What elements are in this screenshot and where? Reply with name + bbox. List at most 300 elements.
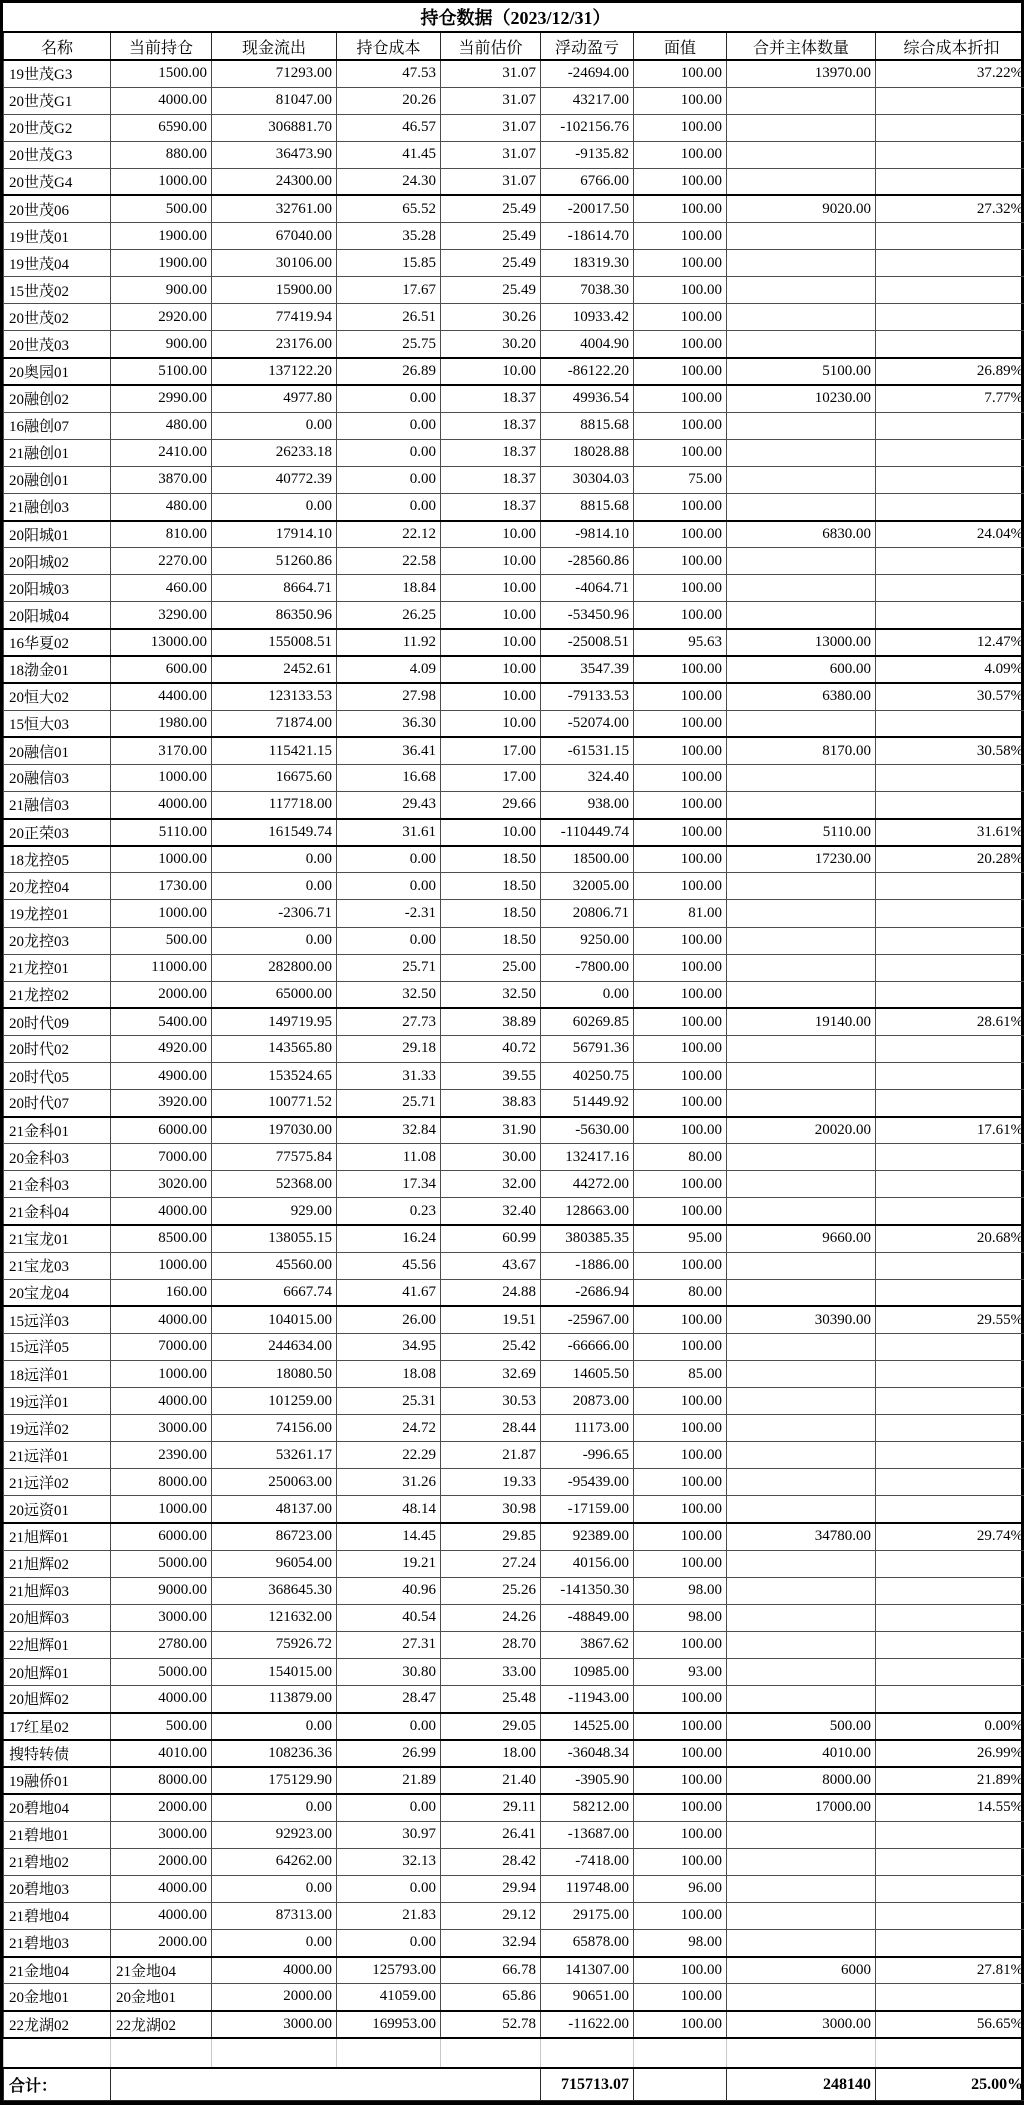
cell-value: 100.00 bbox=[634, 1117, 727, 1144]
cell-value: 25.42 bbox=[441, 1333, 541, 1360]
table-row bbox=[4, 710, 1024, 737]
cell-value: -7418.00 bbox=[541, 1848, 634, 1875]
cell-value: 28.44 bbox=[441, 1415, 541, 1442]
cell-value: 30.26 bbox=[441, 304, 541, 331]
cell-value: 41.45 bbox=[337, 141, 441, 168]
cell-value: 100.00 bbox=[634, 792, 727, 819]
cell-value: 77575.84 bbox=[212, 1144, 337, 1171]
cell-value: 900.00 bbox=[111, 277, 212, 304]
cell-name: 20旭辉01 bbox=[4, 1659, 111, 1686]
cell-value: 324.40 bbox=[541, 764, 634, 791]
cell-value: 17.34 bbox=[337, 1171, 441, 1198]
cell-value: 31.07 bbox=[441, 60, 541, 87]
cell-name: 20时代05 bbox=[4, 1062, 111, 1089]
cell-value: 5000.00 bbox=[111, 1659, 212, 1686]
cell-value bbox=[727, 602, 876, 629]
table-row bbox=[4, 304, 1024, 331]
cell-value: 29.43 bbox=[337, 792, 441, 819]
cell-name: 21金科01 bbox=[4, 1117, 111, 1144]
cell-value bbox=[876, 1550, 1024, 1577]
cell-value: 31.61 bbox=[337, 819, 441, 846]
table-row bbox=[4, 277, 1024, 304]
cell-value: 143565.80 bbox=[212, 1035, 337, 1062]
cell-value: 92923.00 bbox=[212, 1821, 337, 1848]
cell-value: -79133.53 bbox=[541, 683, 634, 710]
cell-value: 29.11 bbox=[441, 1794, 541, 1821]
column-header: 浮动盈亏 bbox=[541, 32, 634, 60]
cell-value: 100.00 bbox=[634, 656, 727, 683]
table-row bbox=[4, 1361, 1024, 1388]
cell-value bbox=[876, 1252, 1024, 1279]
cell-value bbox=[876, 1577, 1024, 1604]
cell-value bbox=[727, 1252, 876, 1279]
cell-value bbox=[727, 1333, 876, 1360]
cell-value: 1000.00 bbox=[111, 1361, 212, 1388]
cell-value: 21.89 bbox=[337, 1767, 441, 1794]
cell-value: 20020.00 bbox=[727, 1117, 876, 1144]
cell-name: 20旭辉02 bbox=[4, 1686, 111, 1713]
cell-name: 搜特转债 bbox=[4, 1740, 111, 1767]
cell-value: 10985.00 bbox=[541, 1659, 634, 1686]
table-row bbox=[4, 846, 1024, 873]
table-row bbox=[4, 385, 1024, 412]
cell-value: 100.00 bbox=[634, 927, 727, 954]
cell-value: -102156.76 bbox=[541, 114, 634, 141]
cell-value: 26.89 bbox=[337, 358, 441, 385]
cell-value: 40.54 bbox=[337, 1604, 441, 1631]
cell-value bbox=[876, 1090, 1024, 1117]
cell-value bbox=[876, 548, 1024, 575]
cell-value: 6590.00 bbox=[111, 114, 212, 141]
cell-value: -17159.00 bbox=[541, 1496, 634, 1523]
cell-value: 32.50 bbox=[441, 981, 541, 1008]
cell-value: 154015.00 bbox=[212, 1659, 337, 1686]
table-row bbox=[4, 1333, 1024, 1360]
cell-value: 10.00 bbox=[441, 683, 541, 710]
cell-value: 98.00 bbox=[634, 1577, 727, 1604]
cell-value: 25.75 bbox=[337, 331, 441, 358]
table-row bbox=[4, 1523, 1024, 1550]
cell-value: 7038.30 bbox=[541, 277, 634, 304]
cell-value: 19140.00 bbox=[727, 1008, 876, 1035]
cell-value bbox=[727, 792, 876, 819]
cell-value bbox=[876, 412, 1024, 439]
cell-value: 20.26 bbox=[337, 87, 441, 114]
cell-value: 25.49 bbox=[441, 250, 541, 277]
cell-value: 100.00 bbox=[634, 87, 727, 114]
cell-value: -7800.00 bbox=[541, 954, 634, 981]
cell-value: 1000.00 bbox=[111, 900, 212, 927]
cell-value: -86122.20 bbox=[541, 358, 634, 385]
cell-name: 20时代07 bbox=[4, 1090, 111, 1117]
cell-value bbox=[876, 331, 1024, 358]
cell-value: 500.00 bbox=[111, 927, 212, 954]
cell-value: 119748.00 bbox=[541, 1875, 634, 1902]
column-header: 合并主体数量 bbox=[727, 32, 876, 60]
cell-value bbox=[876, 1333, 1024, 1360]
cell-value: 96054.00 bbox=[212, 1550, 337, 1577]
table-row bbox=[4, 629, 1024, 656]
table-row bbox=[4, 1008, 1024, 1035]
cell-name: 22龙湖02 bbox=[4, 2011, 111, 2038]
cell-value bbox=[727, 304, 876, 331]
empty-cell bbox=[4, 2038, 111, 2068]
empty-cell bbox=[876, 2038, 1024, 2068]
cell-value: 100.00 bbox=[634, 114, 727, 141]
cell-name: 20龙控03 bbox=[4, 927, 111, 954]
cell-value: 51449.92 bbox=[541, 1090, 634, 1117]
cell-value: 104015.00 bbox=[212, 1306, 337, 1333]
cell-value: 4000.00 bbox=[111, 1902, 212, 1929]
cell-value: -95439.00 bbox=[541, 1469, 634, 1496]
cell-value: 2390.00 bbox=[111, 1442, 212, 1469]
cell-value: 30.00 bbox=[441, 1144, 541, 1171]
cell-value: 30304.03 bbox=[541, 466, 634, 493]
cell-value: 2000.00 bbox=[111, 1929, 212, 1956]
cell-value: 25.71 bbox=[337, 1090, 441, 1117]
cell-value bbox=[876, 494, 1024, 521]
cell-value: 32.13 bbox=[337, 1848, 441, 1875]
cell-value: 4000.00 bbox=[111, 87, 212, 114]
cell-value: 500.00 bbox=[111, 195, 212, 222]
cell-name: 21龙控01 bbox=[4, 954, 111, 981]
cell-value: 30.80 bbox=[337, 1659, 441, 1686]
table-row bbox=[4, 1442, 1024, 1469]
cell-name: 20世茂02 bbox=[4, 304, 111, 331]
cell-value: 100.00 bbox=[634, 1496, 727, 1523]
cell-value: 31.07 bbox=[441, 114, 541, 141]
cell-value: 21.83 bbox=[337, 1902, 441, 1929]
cell-name: 20碧地04 bbox=[4, 1794, 111, 1821]
cell-value bbox=[727, 900, 876, 927]
cell-value bbox=[727, 1875, 876, 1902]
cell-value bbox=[876, 168, 1024, 195]
cell-value: 6667.74 bbox=[212, 1279, 337, 1306]
cell-value bbox=[876, 900, 1024, 927]
cell-value: 31.33 bbox=[337, 1062, 441, 1089]
cell-value: 22龙湖02 bbox=[111, 2011, 212, 2038]
cell-value: 128663.00 bbox=[541, 1198, 634, 1225]
table-row bbox=[4, 927, 1024, 954]
cell-value: 46.57 bbox=[337, 114, 441, 141]
cell-value: 43217.00 bbox=[541, 87, 634, 114]
cell-value: -66666.00 bbox=[541, 1333, 634, 1360]
cell-value: 66.78 bbox=[441, 1957, 541, 1984]
cell-value: 81047.00 bbox=[212, 87, 337, 114]
table-row bbox=[4, 1821, 1024, 1848]
cell-value: 30.58% bbox=[876, 737, 1024, 764]
cell-value bbox=[876, 1686, 1024, 1713]
cell-value: 100.00 bbox=[634, 1957, 727, 1984]
cell-value: 93.00 bbox=[634, 1659, 727, 1686]
cell-value: 101259.00 bbox=[212, 1388, 337, 1415]
column-header: 持仓成本 bbox=[337, 32, 441, 60]
cell-value: 40250.75 bbox=[541, 1062, 634, 1089]
cell-name: 20融信01 bbox=[4, 737, 111, 764]
cell-name: 15远洋05 bbox=[4, 1333, 111, 1360]
page-title: 持仓数据（2023/12/31） bbox=[4, 3, 1024, 32]
cell-value: 100.00 bbox=[634, 1415, 727, 1442]
cell-value: 14.45 bbox=[337, 1523, 441, 1550]
cell-value: 3020.00 bbox=[111, 1171, 212, 1198]
cell-value: 48137.00 bbox=[212, 1496, 337, 1523]
cell-value: 3170.00 bbox=[111, 737, 212, 764]
cell-value: -36048.34 bbox=[541, 1740, 634, 1767]
cell-value: 10230.00 bbox=[727, 385, 876, 412]
cell-value: 10.00 bbox=[441, 575, 541, 602]
cell-value: 26.99 bbox=[337, 1740, 441, 1767]
column-header: 现金流出 bbox=[212, 32, 337, 60]
cell-name: 20融创02 bbox=[4, 385, 111, 412]
cell-value: 197030.00 bbox=[212, 1117, 337, 1144]
cell-value bbox=[727, 1279, 876, 1306]
cell-value: 1000.00 bbox=[111, 846, 212, 873]
cell-name: 20世茂G4 bbox=[4, 168, 111, 195]
cell-value: 32.69 bbox=[441, 1361, 541, 1388]
cell-value: 100.00 bbox=[634, 1902, 727, 1929]
cell-value bbox=[876, 1442, 1024, 1469]
cell-value: 100.00 bbox=[634, 331, 727, 358]
cell-value: 100.00 bbox=[634, 1794, 727, 1821]
cell-name: 20奥园01 bbox=[4, 358, 111, 385]
table-row bbox=[4, 87, 1024, 114]
cell-value: 500.00 bbox=[111, 1713, 212, 1740]
cell-value: 149719.95 bbox=[212, 1008, 337, 1035]
cell-value: 0.00 bbox=[337, 412, 441, 439]
cell-value: 1500.00 bbox=[111, 60, 212, 87]
cell-value: 25.49 bbox=[441, 277, 541, 304]
cell-value: 100.00 bbox=[634, 439, 727, 466]
cell-value: 1900.00 bbox=[111, 250, 212, 277]
cell-value: 38.83 bbox=[441, 1090, 541, 1117]
cell-value: 100.00 bbox=[634, 277, 727, 304]
table-row bbox=[4, 168, 1024, 195]
cell-name: 19世茂G3 bbox=[4, 60, 111, 87]
cell-value: 5100.00 bbox=[111, 358, 212, 385]
cell-value: 10933.42 bbox=[541, 304, 634, 331]
cell-name: 18渤金01 bbox=[4, 656, 111, 683]
cell-value: 16675.60 bbox=[212, 764, 337, 791]
cell-value: 113879.00 bbox=[212, 1686, 337, 1713]
table-row bbox=[4, 1090, 1024, 1117]
cell-value: 3290.00 bbox=[111, 602, 212, 629]
cell-value bbox=[876, 764, 1024, 791]
cell-value: 100.00 bbox=[634, 60, 727, 87]
cell-value: 123133.53 bbox=[212, 683, 337, 710]
cell-value: 4000.00 bbox=[111, 1875, 212, 1902]
cell-value: 36.30 bbox=[337, 710, 441, 737]
cell-value: 24.04% bbox=[876, 521, 1024, 548]
cell-value: 52368.00 bbox=[212, 1171, 337, 1198]
cell-value bbox=[876, 1388, 1024, 1415]
cell-value: 19.21 bbox=[337, 1550, 441, 1577]
cell-value: 0.00 bbox=[337, 1794, 441, 1821]
cell-value: 100771.52 bbox=[212, 1090, 337, 1117]
cell-value: 26233.18 bbox=[212, 439, 337, 466]
cell-value: 3000.00 bbox=[111, 1821, 212, 1848]
cell-value: 18.50 bbox=[441, 927, 541, 954]
table-row bbox=[4, 1740, 1024, 1767]
cell-value: 65000.00 bbox=[212, 981, 337, 1008]
cell-name: 19远洋02 bbox=[4, 1415, 111, 1442]
cell-value bbox=[727, 466, 876, 493]
cell-value: 20.68% bbox=[876, 1225, 1024, 1252]
cell-value: 4000.00 bbox=[111, 1388, 212, 1415]
cell-value bbox=[876, 250, 1024, 277]
cell-value: 21金地04 bbox=[111, 1957, 212, 1984]
cell-name: 18龙控05 bbox=[4, 846, 111, 873]
cell-name: 20正荣03 bbox=[4, 819, 111, 846]
cell-value bbox=[876, 710, 1024, 737]
cell-value: -9814.10 bbox=[541, 521, 634, 548]
cell-value: 22.58 bbox=[337, 548, 441, 575]
cell-value: 10.00 bbox=[441, 819, 541, 846]
cell-value: 28.47 bbox=[337, 1686, 441, 1713]
cell-value: 32.94 bbox=[441, 1929, 541, 1956]
cell-name: 15远洋03 bbox=[4, 1306, 111, 1333]
table-row bbox=[4, 1279, 1024, 1306]
total-label: 合计： bbox=[4, 2068, 111, 2101]
cell-value: 51260.86 bbox=[212, 548, 337, 575]
cell-value: 90651.00 bbox=[541, 1984, 634, 2011]
cell-value: 29.94 bbox=[441, 1875, 541, 1902]
cell-value: 30.20 bbox=[441, 331, 541, 358]
cell-value bbox=[876, 1198, 1024, 1225]
cell-value: 95.00 bbox=[634, 1225, 727, 1252]
cell-value: 100.00 bbox=[634, 1062, 727, 1089]
cell-value: 100.00 bbox=[634, 981, 727, 1008]
cell-value: 100.00 bbox=[634, 412, 727, 439]
cell-value: 29.18 bbox=[337, 1035, 441, 1062]
cell-value bbox=[876, 792, 1024, 819]
cell-value: 100.00 bbox=[634, 1740, 727, 1767]
table-row bbox=[4, 1496, 1024, 1523]
cell-value: 880.00 bbox=[111, 141, 212, 168]
cell-value: 27.31 bbox=[337, 1631, 441, 1658]
cell-value: 33.00 bbox=[441, 1659, 541, 1686]
table-row bbox=[4, 1306, 1024, 1333]
cell-value: 100.00 bbox=[634, 873, 727, 900]
cell-value: -53450.96 bbox=[541, 602, 634, 629]
table-row bbox=[4, 1686, 1024, 1713]
cell-value: -48849.00 bbox=[541, 1604, 634, 1631]
cell-value: 8000.00 bbox=[111, 1469, 212, 1496]
cell-value: 29.74% bbox=[876, 1523, 1024, 1550]
cell-name: 20世茂G2 bbox=[4, 114, 111, 141]
cell-value: 24.88 bbox=[441, 1279, 541, 1306]
cell-value: 32005.00 bbox=[541, 873, 634, 900]
cell-value: 36473.90 bbox=[212, 141, 337, 168]
cell-value: 38.89 bbox=[441, 1008, 541, 1035]
cell-value: 4977.80 bbox=[212, 385, 337, 412]
cell-value bbox=[727, 1171, 876, 1198]
cell-value: 52.78 bbox=[441, 2011, 541, 2038]
table-row bbox=[4, 439, 1024, 466]
cell-value bbox=[876, 927, 1024, 954]
cell-value: 8500.00 bbox=[111, 1225, 212, 1252]
cell-value: 18.37 bbox=[441, 466, 541, 493]
cell-value: 30.98 bbox=[441, 1496, 541, 1523]
cell-value: 480.00 bbox=[111, 412, 212, 439]
cell-value bbox=[727, 494, 876, 521]
cell-value: 15900.00 bbox=[212, 277, 337, 304]
cell-value: 14525.00 bbox=[541, 1713, 634, 1740]
cell-name: 21远洋02 bbox=[4, 1469, 111, 1496]
cell-value: 2000.00 bbox=[212, 1984, 337, 2011]
cell-value: 100.00 bbox=[634, 1198, 727, 1225]
cell-value: 74156.00 bbox=[212, 1415, 337, 1442]
cell-value: 20873.00 bbox=[541, 1388, 634, 1415]
total-spacer-cell bbox=[111, 2068, 541, 2101]
cell-value: 100.00 bbox=[634, 2011, 727, 2038]
cell-value bbox=[727, 439, 876, 466]
cell-value: 0.00 bbox=[337, 494, 441, 521]
cell-value: 27.81% bbox=[876, 1957, 1024, 1984]
cell-value: 21.87 bbox=[441, 1442, 541, 1469]
cell-value: 600.00 bbox=[111, 656, 212, 683]
cell-value: 30.57% bbox=[876, 683, 1024, 710]
cell-value: 6830.00 bbox=[727, 521, 876, 548]
cell-value bbox=[727, 1631, 876, 1658]
column-header: 面值 bbox=[634, 32, 727, 60]
cell-value: 9250.00 bbox=[541, 927, 634, 954]
cell-value: 8000.00 bbox=[111, 1767, 212, 1794]
cell-value: 900.00 bbox=[111, 331, 212, 358]
cell-value bbox=[727, 1090, 876, 1117]
cell-value: 18.84 bbox=[337, 575, 441, 602]
cell-value: 100.00 bbox=[634, 1442, 727, 1469]
cell-value: 0.00 bbox=[212, 412, 337, 439]
cell-value: 9000.00 bbox=[111, 1577, 212, 1604]
cell-value: 100.00 bbox=[634, 223, 727, 250]
cell-value: 96.00 bbox=[634, 1875, 727, 1902]
cell-value: 20806.71 bbox=[541, 900, 634, 927]
total-floating-pl: 715713.07 bbox=[541, 2068, 634, 2101]
cell-name: 15恒大03 bbox=[4, 710, 111, 737]
cell-value: 4.09 bbox=[337, 656, 441, 683]
cell-value: 115421.15 bbox=[212, 737, 337, 764]
cell-name: 17红星02 bbox=[4, 1713, 111, 1740]
cell-value: 27.32% bbox=[876, 195, 1024, 222]
cell-value: 17.61% bbox=[876, 1117, 1024, 1144]
cell-value: 0.00 bbox=[212, 1794, 337, 1821]
cell-value: 27.98 bbox=[337, 683, 441, 710]
cell-name: 20时代02 bbox=[4, 1035, 111, 1062]
cell-value: 18319.30 bbox=[541, 250, 634, 277]
cell-value: 12.47% bbox=[876, 629, 1024, 656]
total-discount: 25.00% bbox=[876, 2068, 1024, 2101]
cell-value: 100.00 bbox=[634, 1252, 727, 1279]
cell-value: 2410.00 bbox=[111, 439, 212, 466]
column-header: 名称 bbox=[4, 32, 111, 60]
empty-cell bbox=[111, 2038, 212, 2068]
cell-value: 58212.00 bbox=[541, 1794, 634, 1821]
cell-value: -5630.00 bbox=[541, 1117, 634, 1144]
cell-value: 100.00 bbox=[634, 602, 727, 629]
cell-value bbox=[876, 1984, 1024, 2011]
cell-value: 53261.17 bbox=[212, 1442, 337, 1469]
cell-value: 45.56 bbox=[337, 1252, 441, 1279]
cell-value: 98.00 bbox=[634, 1929, 727, 1956]
cell-value: 100.00 bbox=[634, 954, 727, 981]
cell-value: -11943.00 bbox=[541, 1686, 634, 1713]
cell-value: 86723.00 bbox=[212, 1523, 337, 1550]
cell-value: 13000.00 bbox=[727, 629, 876, 656]
cell-value: 31.26 bbox=[337, 1469, 441, 1496]
table-row bbox=[4, 900, 1024, 927]
cell-value: -25967.00 bbox=[541, 1306, 634, 1333]
cell-name: 19远洋01 bbox=[4, 1388, 111, 1415]
